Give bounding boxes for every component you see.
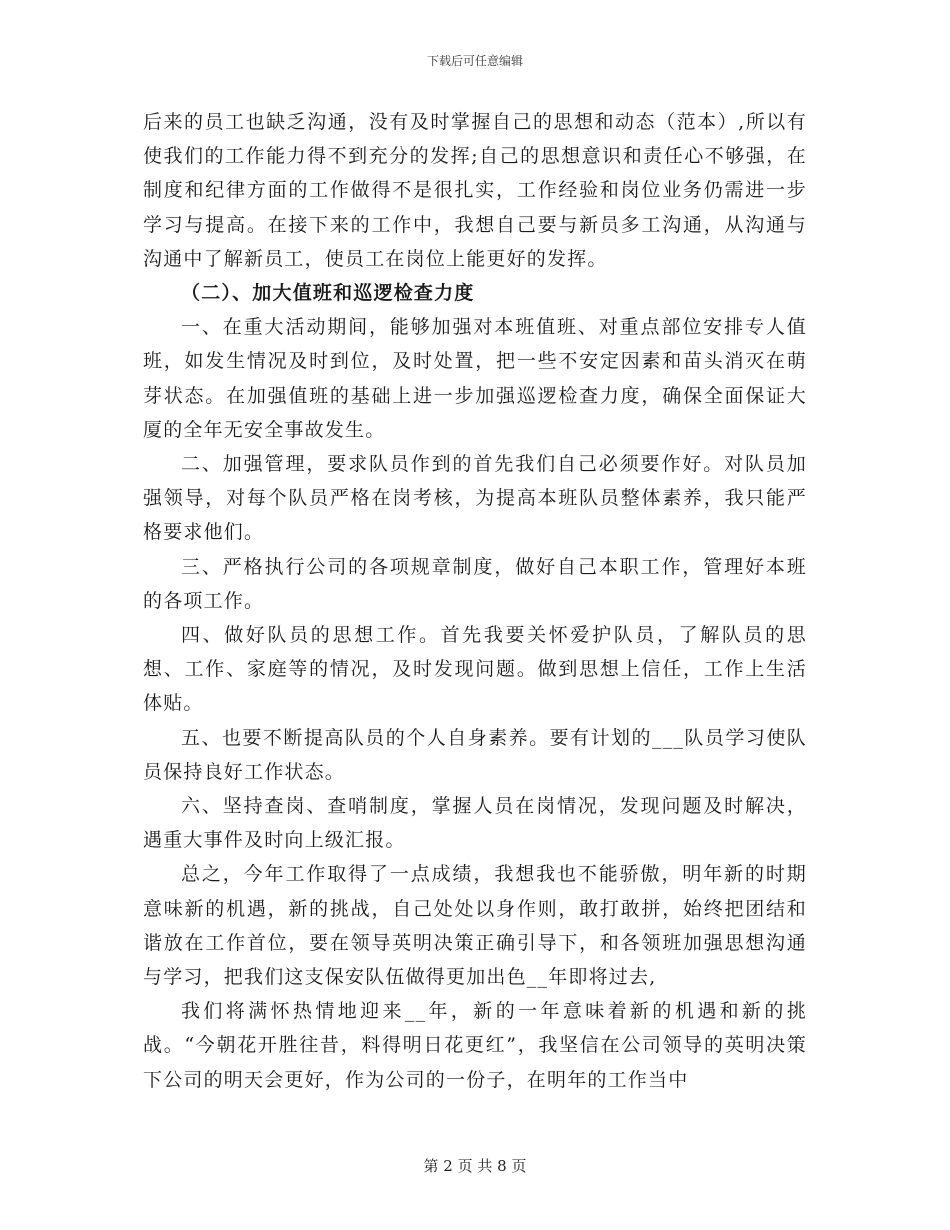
paragraph-item-3: 三、严格执行公司的各项规章制度，做好自己本职工作，管理好本班的各项工作。 [143,555,807,612]
paragraph-item-5: 五、也要不断提高队员的个人自身素养。要有计划的___队员学习使队员保持良好工作状态。 [143,726,807,783]
paragraph-item-6: 六、坚持查岗、查哨制度，掌握人员在岗情况，发现问题及时解决，遇重大事件及时向上级汇报。 [143,795,807,852]
document-body [143,105,807,1097]
paragraph-closing: 我们将满怀热情地迎来__年，新的一年意味着新的机遇和新的挑战。“今朝花开胜往昔，料得明日花更红”，我坚信在公司领导的英明决策下公司的明天会更好，作为公司的一份子，在明年的工作当中 [143,1000,807,1091]
paragraph-item-4: 四、做好队员的思想工作。首先我要关怀爱护队员，了解队员的思想、工作、家庭等的情况，及时发现问题。做到思想上信任，工作上生活体贴。 [143,624,807,715]
paragraph-item-2: 二、加强管理，要求队员作到的首先我们自己必须要作好。对队员加强领导，对每个队员严格在岗考核，为提高本班队员整体素养，我只能严格要求他们。 [143,453,807,544]
page-number: 第 2 页 共 8 页 [423,1157,527,1175]
paragraph-continuation: 后来的员工也缺乏沟通，没有及时掌握自己的思想和动态（范本）,所以有使我们的工作能力得不到充分的发挥;自己的思想意识和责任心不够强，在制度和纪律方面的工作做得不是很扎实，工作经验和岗位业务仍需进一步学习与提高。在接下来的工作中，我想自己要与新员多工沟通，从沟通与沟通中了解新员工，使员工在岗位上能更好的发挥。 [143,111,807,270]
paragraph-item-1: 一、在重大活动期间，能够加强对本班值班、对重点部位安排专人值班，如发生情况及时到位，及时处置，把一些不安定因素和苗头消灭在萌芽状态。在加强值班的基础上进一步加强巡逻检查力度，确保全面保证大厦的全年无安全事故发生。 [143,316,807,441]
header-note: 下载后可任意编辑 [426,54,523,68]
section-heading: （二）、加大值班和巡逻检查力度 [181,282,475,305]
paragraph-summary: 总之，今年工作取得了一点成绩，我想我也不能骄傲，明年新的时期意味新的机遇，新的挑战，自己处处以身作则，敢打敢拼，始终把团结和谐放在工作首位，要在领导英明决策正确引导下，和各领班加强思想沟通与学习，把我们这支保安队伍做得更加出色__年即将过去, [143,863,807,989]
